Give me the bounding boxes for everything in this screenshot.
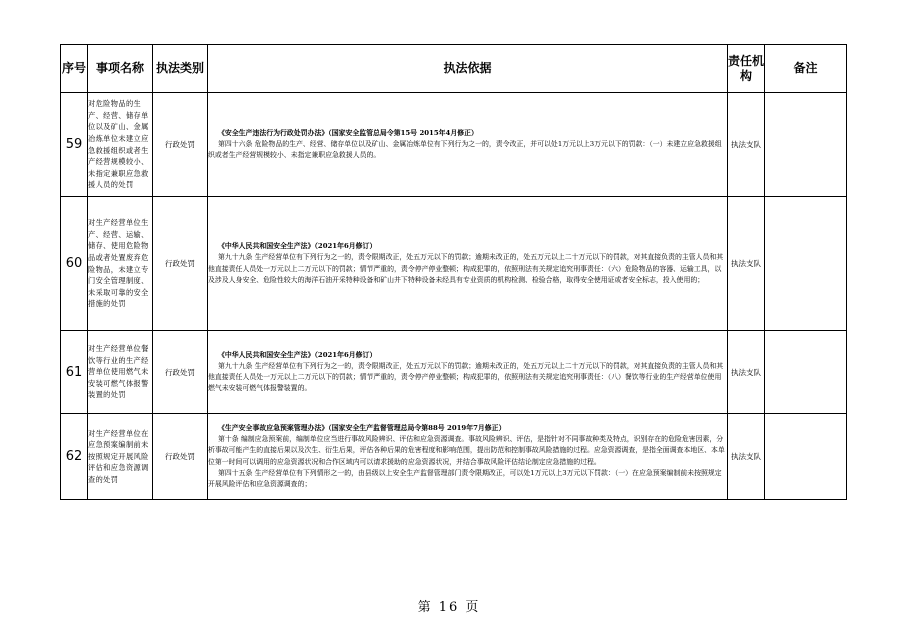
law-article: 第十条 编制应急预案前，编制单位应当进行事故风险辨识、评估和应急资源调查。事故风险辨识、评估，是指针对不同事故种类及特点，识别存在的危险危害因素，分析事故可能产生的直接后果以及次生、衍生后果，评估各种后果的危害程度和影响范围，提出防范和控制事故风险措施的过程。应急资源调查，是指全面调查本地区、本单位第一时间可以调用的应急资源状况和合作区域内可以请求援助的应急资源状况，并结合事故风险评估结论制定应急措施的过程。 [208, 435, 725, 466]
row-legal-basis [208, 331, 728, 414]
enforcement-items-table [60, 44, 847, 500]
row-category: 行政处罚 [153, 414, 208, 500]
table-header-row [61, 45, 847, 93]
row-department: 执法支队 [728, 414, 765, 500]
header-remark: 备注 [765, 45, 847, 93]
law-title: 《中华人民共和国安全生产法》（2021年6月修订） [218, 242, 377, 251]
row-item-name: 对危险物品的生产、经营、储存单位以及矿山、金属冶炼单位未建立应急救援组织或者生产经营规模较小、未指定兼职应急救援人员的处罚 [88, 93, 153, 197]
row-item-name: 对生产经营单位在应急预案编制前未按照规定开展风险评估和应急资源调查的处罚 [88, 414, 153, 500]
row-department: 执法支队 [728, 331, 765, 414]
table-row [61, 197, 847, 331]
law-article: 第四十六条 危险物品的生产、经营、储存单位以及矿山、金属冶炼单位有下列行为之一的，责令改正，并可以处1万元以上3万元以下的罚款：（一）未建立应急救援组织或者生产经营规模较小、未指定兼职应急救援人员的。 [208, 139, 722, 160]
row-seq: 62 [61, 414, 88, 500]
row-seq: 60 [61, 197, 88, 331]
row-remark [765, 197, 847, 331]
law-title: 《中华人民共和国安全生产法》（2021年6月修订） [218, 350, 377, 359]
law-title: 《安全生产违法行为行政处罚办法》（国家安全监管总局令第15号 2015年4月修正） [218, 128, 478, 137]
row-item-name: 对生产经营单位生产、经营、运输、储存、使用危险物品或者处置废弃危险物品，未建立专门安全管理制度、未采取可靠的安全措施的处罚 [88, 197, 153, 331]
row-legal-basis [208, 414, 728, 500]
table-row [61, 93, 847, 197]
row-seq: 61 [61, 331, 88, 414]
header-dept: 责任机构 [728, 45, 765, 93]
row-remark [765, 93, 847, 197]
law-title: 《生产安全事故应急预案管理办法》（国家安全生产监督管理总局令第88号 2019年7月修正） [218, 424, 506, 433]
row-department: 执法支队 [728, 93, 765, 197]
table-row [61, 331, 847, 414]
law-article: 第九十九条 生产经营单位有下列行为之一的，责令限期改正，处五万元以下的罚款；逾期未改正的，处五万元以上二十万元以下的罚款，对其直接负责的主管人员和其他直接责任人员处一万元以上二万元以下的罚款；情节严重的，责令停产停业整顿；构成犯罪的，依照刑法有关规定追究刑事责任：（八）餐饮等行业的生产经营单位使用燃气未安装可燃气体报警装置的。 [208, 361, 724, 393]
law-article: 第四十五条 生产经营单位有下列情形之一的，由县级以上安全生产监督管理部门责令限期改正，可以处1万元以上3万元以下罚款：（一）在应急预案编制前未按照规定开展风险评估和应急资源调查的； [208, 468, 722, 488]
header-seq: 序号 [61, 45, 88, 93]
row-department: 执法支队 [728, 197, 765, 331]
header-category: 执法类别 [153, 45, 208, 93]
row-remark [765, 331, 847, 414]
row-legal-basis [208, 93, 728, 197]
row-item-name: 对生产经营单位餐饮等行业的生产经营单位使用燃气未安装可燃气体报警装置的处罚 [88, 331, 153, 414]
row-category: 行政处罚 [153, 197, 208, 331]
row-remark [765, 414, 847, 500]
row-category: 行政处罚 [153, 331, 208, 414]
law-article: 第九十九条 生产经营单位有下列行为之一的，责令限期改正，处五万元以下的罚款；逾期未改正的，处五万元以上二十万元以下的罚款，对其直接负责的主管人员和其他直接责任人员处一万元以上二万元以下的罚款；情节严重的，责令停产停业整顿；构成犯罪的，依照刑法有关规定追究刑事责任：（六）危险物品的容器、运输工具，以及涉及人身安全、危险性较大的海洋石油开采特种设备和矿山井下特种设备未经具有专业资质的机构检测、检验合格，取得安全使用证或者安全标志，投入使用的； [208, 253, 724, 284]
page-number: 第 16 页 [417, 600, 481, 615]
row-category: 行政处罚 [153, 93, 208, 197]
header-basis: 执法依据 [208, 45, 728, 93]
table-row [61, 414, 847, 500]
row-seq: 59 [61, 93, 88, 197]
header-name: 事项名称 [88, 45, 153, 93]
row-legal-basis [208, 197, 728, 331]
